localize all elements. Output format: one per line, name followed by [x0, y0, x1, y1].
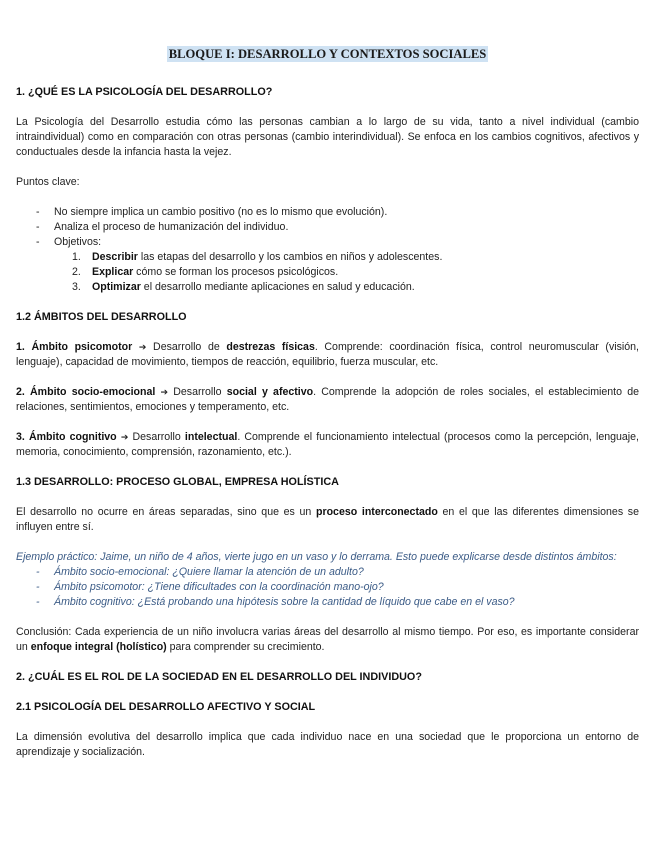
objectives-list: [16, 250, 639, 295]
key-points-label: Puntos clave:: [16, 176, 80, 188]
section-1-2-heading: 1.2 ÁMBITOS DEL DESARROLLO: [16, 311, 187, 323]
section-2-1-heading: 2.1 PSICOLOGÍA DEL DESARROLLO AFECTIVO Y SOCIAL: [16, 701, 316, 713]
objective-item: 3. Optimizar el desarrollo mediante aplicaciones en salud y educación.: [72, 281, 415, 293]
list-item: - Ámbito psicomotor: ¿Tiene dificultades con la coordinación mano-ojo?: [36, 580, 639, 595]
objective-item: 1. Describir las etapas del desarrollo y los cambios en niños y adolescentes.: [72, 251, 443, 263]
list-item: - No siempre implica un cambio positivo (no es lo mismo que evolución).: [36, 205, 639, 220]
objective-item: 2. Explicar cómo se forman los procesos psicológicos.: [72, 266, 339, 278]
list-item: - Objetivos:: [36, 235, 639, 250]
section-2-1-paragraph: La dimensión evolutiva del desarrollo implica que cada individuo nace en una sociedad que le proporciona un entorno de aprendizaje y socialización.: [16, 731, 639, 758]
section-1-heading: 1. ¿QUÉ ES LA PSICOLOGÍA DEL DESARROLLO?: [16, 86, 273, 98]
section-1-intro: La Psicología del Desarrollo estudia cómo las personas cambian a lo largo de su vida, tanto a nivel individual (cambio intraindividual) como en comparación con otras personas (cambio interindividual). Se enfoca en los cambios cognitivos, afectivos y conductuales desde la infancia hasta la vejez.: [16, 116, 639, 158]
title-block: [16, 0, 639, 75]
section-1-3-paragraph: El desarrollo no ocurre en áreas separadas, sino que es un proceso interconectado en el que las diferentes dimensiones se influyen entre sí.: [16, 506, 639, 533]
page-title: BLOQUE I: DESARROLLO Y CONTEXTOS SOCIALES: [168, 47, 487, 61]
example-list: [16, 565, 639, 610]
section-1-3-heading: 1.3 DESARROLLO: PROCESO GLOBAL, EMPRESA HOLÍSTICA: [16, 476, 339, 488]
practical-example: Ejemplo práctico: Jaime, un niño de 4 años, vierte jugo en un vaso y lo derrama. Esto puede explicarse desde distintos ámbitos:: [16, 551, 617, 563]
conclusion-paragraph: Conclusión: Cada experiencia de un niño involucra varias áreas del desarrollo al mismo tiempo. Por eso, es importante considerar un enfoque integral (holístico) para comprender su crecimiento.: [16, 626, 639, 653]
area-cognitive: 3. Ámbito cognitivo ➔ Desarrollo intelectual. Comprende el funcionamiento intelectual (procesos como la percepción, lenguaje, memoria, conocimiento, comprensión, razonamiento, etc.).: [16, 431, 639, 458]
list-item: - Ámbito cognitivo: ¿Está probando una hipótesis sobre la cantidad de líquido que cabe en el vaso?: [36, 595, 639, 610]
section-2-heading: 2. ¿CUÁL ES EL ROL DE LA SOCIEDAD EN EL DESARROLLO DEL INDIVIDUO?: [16, 671, 422, 683]
list-item: - Ámbito socio-emocional: ¿Quiere llamar la atención de un adulto?: [36, 565, 639, 580]
key-points-list: [16, 205, 639, 250]
area-psychomotor: 1. Ámbito psicomotor ➔ Desarrollo de destrezas físicas. Comprende: coordinación física, control neuromuscular (visión, lenguaje), capacidad de movimiento, tiempos de reacción, equilibrio, fuerza muscular, etc.: [16, 341, 639, 368]
list-item: - Analiza el proceso de humanización del individuo.: [36, 220, 639, 235]
area-socio-emotional: 2. Ámbito socio-emocional ➔ Desarrollo social y afectivo. Comprende la adopción de roles sociales, el establecimiento de relaciones, sentimientos, emociones y temperamento, etc.: [16, 386, 639, 413]
